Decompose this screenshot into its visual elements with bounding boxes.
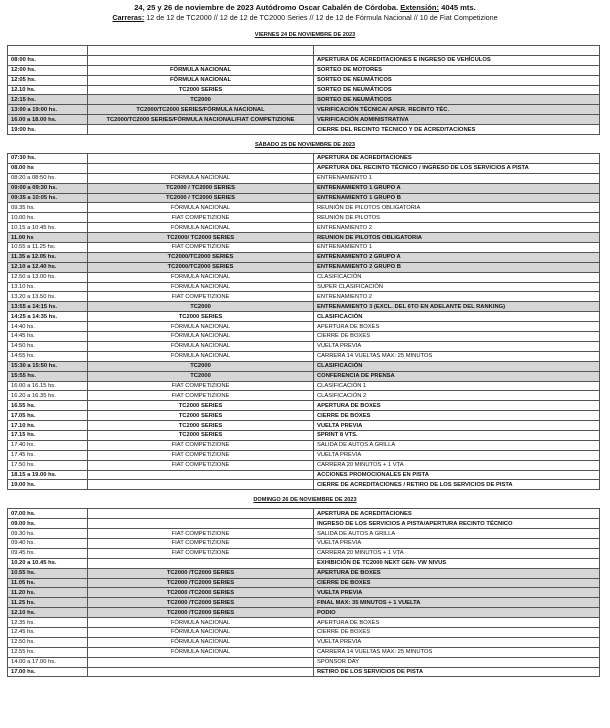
category-cell: FÓRMULA NACIONAL — [88, 351, 314, 361]
schedule-table — [7, 153, 600, 490]
activity-cell: ENTRENAMIENTO 1 — [314, 173, 600, 183]
time-cell: 17.05 hs. — [8, 411, 88, 421]
schedule-row — [8, 282, 600, 292]
time-cell: 13.10 hs. — [8, 282, 88, 292]
time-cell: 14:55 hs. — [8, 351, 88, 361]
time-cell: 09:35 a 10:05 hs. — [8, 193, 88, 203]
time-cell: 12.10 hs. — [8, 608, 88, 618]
time-cell: 17.40 hs. — [8, 440, 88, 450]
activity-cell: ENTRENAMIENTO 1 GRUPO B — [314, 193, 600, 203]
time-cell: 10.15 a 10.45 hs. — [8, 223, 88, 233]
category-cell: FORMULA NACIONAL — [88, 173, 314, 183]
activity-cell: CLASIFICACIÓN — [314, 361, 600, 371]
schedule-row — [8, 115, 600, 125]
header-line-races: Carreras: 12 de 12 de TC2000 // 12 de 12 de TC2000 Series // 12 de 12 de Fórmula Nacional // 10 de Fiat Competizione — [112, 13, 498, 22]
activity-cell: CIERRE DE ACREDITACIONES / RETIRO DE LOS SERVICIOS DE PISTA — [314, 480, 600, 490]
category-cell: TC2000 — [88, 361, 314, 371]
schedule-row — [8, 341, 600, 351]
schedule-row — [8, 460, 600, 470]
activity-cell: ENTRENAMIENTO 1 — [314, 243, 600, 253]
time-cell: 09.30 hs. — [8, 529, 88, 539]
category-cell: TC2000 /TC2000 SERIES — [88, 578, 314, 588]
schedule-row — [8, 411, 600, 421]
schedule-row — [8, 125, 600, 135]
schedule-row — [8, 243, 600, 253]
schedule-row — [8, 538, 600, 548]
activity-cell: RETIRO DE LOS SERVICIOS DE PISTA — [314, 667, 600, 677]
activity-cell: CLASIFICACIÓN 1 — [314, 381, 600, 391]
time-cell: 13:55 a 14:15 hs. — [8, 302, 88, 312]
category-cell: TC2000 SERIES — [88, 85, 314, 95]
category-cell: TC2000 — [88, 95, 314, 105]
time-cell: 09.00 hs. — [8, 519, 88, 529]
category-cell: FÓRMULA NACIONAL — [88, 223, 314, 233]
day-section — [0, 31, 610, 135]
schedule-row — [8, 292, 600, 302]
time-cell: 11.05 hs. — [8, 578, 88, 588]
category-cell — [88, 480, 314, 490]
time-cell: 11.00 hs — [8, 233, 88, 243]
day-title: VIERNES 24 DE NOVIEMBRE DE 2023 — [254, 32, 356, 38]
time-cell: 12.50 a 13.00 hs. — [8, 272, 88, 282]
activity-cell: ENTRENAMIENTO 2 GRUPO A — [314, 252, 600, 262]
activity-cell: VERIFICACIÓN TÉCNICA/ APER. RECINTO TÉC. — [314, 105, 600, 115]
schedule-row — [8, 647, 600, 657]
time-cell: 10.55 a 11.25 hs. — [8, 243, 88, 253]
category-cell: TC2000 — [88, 371, 314, 381]
activity-cell: REUNIÓN DE PILOTOS OBLIGATORIA — [314, 203, 600, 213]
category-cell: FÓRMULA NACIONAL — [88, 75, 314, 85]
time-cell: 12:05 hs. — [8, 75, 88, 85]
time-cell: 17.50 hs. — [8, 460, 88, 470]
activity-cell: SPRINT 8 VTS. — [314, 430, 600, 440]
activity-cell: EXHIBICIÓN DE TC2000 NEXT GEN- VW NIVUS — [314, 558, 600, 568]
activity-cell: APERTURA DE ACREDITACIONES E INGRESO DE VEHÍCULOS — [314, 55, 600, 65]
category-cell: FÓRMULA NACIONAL — [88, 618, 314, 628]
schedule-row — [8, 430, 600, 440]
time-cell: 10.55 hs. — [8, 568, 88, 578]
schedule-row — [8, 203, 600, 213]
activity-cell: APERTURA DE ACREDITACIONES — [314, 154, 600, 164]
schedule-row — [8, 332, 600, 342]
category-cell: TC2000 /TC2000 SERIES — [88, 588, 314, 598]
category-cell: FIAT COMPETIZIONE — [88, 243, 314, 253]
category-cell: TC2000 /TC2000 SERIES — [88, 568, 314, 578]
category-cell: FIAT COMPETIZIONE — [88, 213, 314, 223]
time-cell — [8, 46, 88, 56]
category-cell: FIAT COMPETIZIONE — [88, 548, 314, 558]
schedule-table — [7, 508, 600, 677]
activity-cell: CIERRE DE BOXES — [314, 627, 600, 637]
day-section — [0, 496, 610, 677]
category-cell — [88, 470, 314, 480]
schedule-row — [8, 440, 600, 450]
category-cell — [88, 46, 314, 56]
schedule-table — [7, 45, 600, 135]
schedule-row — [8, 637, 600, 647]
schedule-row — [8, 548, 600, 558]
schedule-row — [8, 470, 600, 480]
category-cell: FÓRMULA NACIONAL — [88, 322, 314, 332]
activity-cell: APERTURA DE ACREDITACIONES — [314, 509, 600, 519]
schedule-row — [8, 588, 600, 598]
schedule-row — [8, 361, 600, 371]
schedule-row — [8, 657, 600, 667]
time-cell: 08.00 hs — [8, 163, 88, 173]
time-cell: 10.20 a 10.45 hs. — [8, 558, 88, 568]
category-cell: FORMULA NACIONAL — [88, 282, 314, 292]
activity-cell: REUNION DE PILOTOS OBLIGATORIA — [314, 233, 600, 243]
category-cell: TC2000 SERIES — [88, 430, 314, 440]
schedule-row — [8, 233, 600, 243]
day-section — [0, 141, 610, 490]
category-cell: FIAT COMPETIZIONE — [88, 292, 314, 302]
activity-cell: CLASIFICACIÓN — [314, 312, 600, 322]
schedule-row — [8, 312, 600, 322]
time-cell: 11.25 hs. — [8, 598, 88, 608]
schedule-row — [8, 75, 600, 85]
time-cell: 12.50 hs. — [8, 637, 88, 647]
time-cell: 10.00 hs. — [8, 213, 88, 223]
category-cell — [88, 125, 314, 135]
category-cell: FÓRMULA NACIONAL — [88, 627, 314, 637]
category-cell: TC2000/TC2000 SERIES — [88, 262, 314, 272]
category-cell: TC2000 — [88, 302, 314, 312]
time-cell: 14:45 hs. — [8, 332, 88, 342]
time-cell: 12:15 hs. — [8, 95, 88, 105]
activity-cell: VERIFICACIÓN ADMINISTRATIVA — [314, 115, 600, 125]
category-cell: TC2000/ TC2000 SERIES — [88, 233, 314, 243]
activity-cell: ACCIONES PROMOCIONALES EN PISTA — [314, 470, 600, 480]
category-cell — [88, 657, 314, 667]
time-cell: 12.10 hs. — [8, 85, 88, 95]
time-cell: 12.45 hs. — [8, 627, 88, 637]
day-title: SÁBADO 25 DE NOVIEMBRE DE 2023 — [254, 142, 356, 149]
time-cell: 14:50 hs. — [8, 341, 88, 351]
activity-cell: SORTEO DE MOTORES — [314, 65, 600, 75]
schedule-row — [8, 55, 600, 65]
activity-cell: ENTRENAMIENTO 3 (EXCL. DEL 6TO EN ADELANTE DEL RANKING) — [314, 302, 600, 312]
activity-cell: PODIO — [314, 608, 600, 618]
activity-cell: CONFERENCIA DE PRENSA — [314, 371, 600, 381]
schedule-row — [8, 223, 600, 233]
schedule-row — [8, 183, 600, 193]
category-cell: FÓRMULA NACIONAL — [88, 65, 314, 75]
category-cell: TC2000/TC2000 SERIES — [88, 252, 314, 262]
time-cell: 08:20 a 08:50 hs. — [8, 173, 88, 183]
schedule-row — [8, 65, 600, 75]
schedule-row — [8, 391, 600, 401]
category-cell: FÓRMULA NACIONAL — [88, 341, 314, 351]
time-cell: 15:55 hs. — [8, 371, 88, 381]
category-cell: FORMULA NACIONAL — [88, 272, 314, 282]
time-cell: 12.10 a 12.40 hs. — [8, 262, 88, 272]
schedule-row — [8, 519, 600, 529]
schedule-row — [8, 381, 600, 391]
time-cell: 07:30 hs. — [8, 154, 88, 164]
category-cell: FÓRMULA NACIONAL — [88, 332, 314, 342]
activity-cell: ENTRENAMIENTO 2 — [314, 223, 600, 233]
activity-cell: SPONSOR DAY — [314, 657, 600, 667]
activity-cell: SALIDA DE AUTOS A GRILLA — [314, 529, 600, 539]
category-cell: TC2000 SERIES — [88, 401, 314, 411]
activity-cell: ENTRENAMIENTO 1 GRUPO A — [314, 183, 600, 193]
activity-cell: APERTURA DE BOXES — [314, 401, 600, 411]
schedule-row — [8, 193, 600, 203]
activity-cell: CIERRE DEL RECINTO TÉCNICO Y DE ACREDITACIONES — [314, 125, 600, 135]
time-cell: 11.35 a 12.05 hs. — [8, 252, 88, 262]
category-cell: TC2000 /TC2000 SERIES — [88, 608, 314, 618]
category-cell: FÓRMULA NACIONAL — [88, 203, 314, 213]
schedule-row — [8, 252, 600, 262]
time-cell: 16.00 a 18.00 hs. — [8, 115, 88, 125]
time-cell: 17.10 hs. — [8, 421, 88, 431]
schedule-row — [8, 608, 600, 618]
activity-cell — [314, 46, 600, 56]
time-cell: 11.20 hs. — [8, 588, 88, 598]
schedule-row — [8, 105, 600, 115]
category-cell: TC2000/TC2000 SERIES/FÓRMULA NACIONAL — [88, 105, 314, 115]
category-cell: TC2000/TC2000 SERIES/FÓRMULA NACIONAL/FIAT COMPETIZIONE — [88, 115, 314, 125]
activity-cell: CIERRE DE BOXES — [314, 332, 600, 342]
time-cell: 09:00 a 09:30 hs. — [8, 183, 88, 193]
time-cell: 17.00 hs. — [8, 667, 88, 677]
header-line-dates: 24, 25 y 26 de noviembre de 2023 Autódromo Oscar Cabalén de Córdoba. Extensión: 4045 mts. — [134, 3, 476, 12]
activity-cell: VUELTA PREVIA — [314, 588, 600, 598]
time-cell: 19.00 hs. — [8, 480, 88, 490]
time-cell: 14.00 a 17.00 hs. — [8, 657, 88, 667]
time-cell: 07.00 hs. — [8, 509, 88, 519]
activity-cell: SORTEO DE NEUMÁTICOS — [314, 95, 600, 105]
activity-cell: VUELTA PREVIA — [314, 341, 600, 351]
schedule-row — [8, 401, 600, 411]
day-title: DOMINGO 26 DE NOVIEMBRE DE 2023 — [253, 497, 357, 504]
category-cell: TC2000 / TC2000 SERIES — [88, 193, 314, 203]
category-cell: TC2000 SERIES — [88, 312, 314, 322]
time-cell: 16.00 a 16.15 hs. — [8, 381, 88, 391]
activity-cell: FINAL MAX: 35 MINUTOS + 1 VUELTA — [314, 598, 600, 608]
time-cell: 19:00 hs. — [8, 125, 88, 135]
activity-cell: SORTEO DE NEUMÁTICOS — [314, 75, 600, 85]
category-cell: FIAT COMPETIZIONE — [88, 381, 314, 391]
category-cell: TC2000 /TC2000 SERIES — [88, 598, 314, 608]
activity-cell: VUELTA PREVIA — [314, 538, 600, 548]
time-cell: 12:00 hs. — [8, 65, 88, 75]
activity-cell: CIERRE DE BOXES — [314, 578, 600, 588]
time-cell: 16.20 a 16.35 hs. — [8, 391, 88, 401]
schedule-row — [8, 598, 600, 608]
time-cell: 17.15 hs. — [8, 430, 88, 440]
document-header — [0, 0, 610, 23]
activity-cell: SUPER CLASIFICACIÓN — [314, 282, 600, 292]
activity-cell: CIERRE DE BOXES — [314, 411, 600, 421]
activity-cell: APERTURA DE BOXES — [314, 568, 600, 578]
time-cell: 18.15 a 19.00 hs. — [8, 470, 88, 480]
schedule-row — [8, 213, 600, 223]
time-cell: 13:00 a 19:00 hs. — [8, 105, 88, 115]
activity-cell: REUNIÓN DE PILOTOS — [314, 213, 600, 223]
category-cell: FÓRMULA NACIONAL — [88, 647, 314, 657]
time-cell: 15:30 a 15:50 hs. — [8, 361, 88, 371]
schedule-row — [8, 529, 600, 539]
time-cell: 08:00 hs. — [8, 55, 88, 65]
activity-cell: CARRERA 14 VUELTAS MAX: 25 MINUTOS — [314, 647, 600, 657]
activity-cell: SORTEO DE NEUMÁTICOS — [314, 85, 600, 95]
schedule-row — [8, 85, 600, 95]
activity-cell: CARRERA 20 MINUTOS + 1 VTA — [314, 460, 600, 470]
time-cell: 12.55 hs. — [8, 647, 88, 657]
activity-cell: VUELTA PREVIA — [314, 450, 600, 460]
category-cell — [88, 558, 314, 568]
time-cell: 09.45 hs. — [8, 548, 88, 558]
category-cell — [88, 509, 314, 519]
time-cell: 16.55 hs. — [8, 401, 88, 411]
category-cell: FIAT COMPETIZIONE — [88, 538, 314, 548]
category-cell — [88, 667, 314, 677]
schedule-row — [8, 351, 600, 361]
time-cell: 12.35 hs. — [8, 618, 88, 628]
activity-cell: CLASIFICACIÓN 2 — [314, 391, 600, 401]
category-cell: TC2000 SERIES — [88, 411, 314, 421]
schedule-row — [8, 322, 600, 332]
category-cell: FÓRMULA NACIONAL — [88, 637, 314, 647]
schedule-row — [8, 568, 600, 578]
time-cell: 09.35 hs. — [8, 203, 88, 213]
schedule-row — [8, 95, 600, 105]
schedule-row — [8, 667, 600, 677]
category-cell: FIAT COMPETIZIONE — [88, 529, 314, 539]
schedule-row — [8, 578, 600, 588]
activity-cell: SALIDA DE AUTOS A GRILLA — [314, 440, 600, 450]
category-cell: FIAT COMPETIZIONE — [88, 460, 314, 470]
activity-cell: ENTRENAMIENTO 2 — [314, 292, 600, 302]
time-cell: 17.45 hs. — [8, 450, 88, 460]
time-cell: 13.20 a 13.50 hs. — [8, 292, 88, 302]
category-cell: TC2000 SERIES — [88, 421, 314, 431]
schedule-row — [8, 262, 600, 272]
category-cell: FIAT COMPETIZIONE — [88, 391, 314, 401]
category-cell: TC2000 / TC2000 SERIES — [88, 183, 314, 193]
activity-cell: ENTRENAMIENTO 2 GRUPO B — [314, 262, 600, 272]
time-cell: 14:25 a 14:35 hs. — [8, 312, 88, 322]
activity-cell: VUELTA PREVIA — [314, 637, 600, 647]
time-cell: 09.40 hs. — [8, 538, 88, 548]
activity-cell: VUELTA PREVIA — [314, 421, 600, 431]
category-cell — [88, 154, 314, 164]
schedule-row — [8, 371, 600, 381]
schedule-days — [0, 31, 610, 677]
activity-cell: CARRERA 14 VUELTAS MAX: 25 MINUTOS — [314, 351, 600, 361]
schedule-row — [8, 173, 600, 183]
schedule-row — [8, 46, 600, 56]
schedule-row — [8, 618, 600, 628]
activity-cell: INGRESO DE LOS SERVICIOS A PISTA/APERTURA RECINTO TÉCNICO — [314, 519, 600, 529]
activity-cell: APERTURA DEL RECINTO TÉCNICO / INGRESO DE LOS SERVICIOS A PISTA — [314, 163, 600, 173]
activity-cell: APERTURA DE BOXES — [314, 322, 600, 332]
schedule-row — [8, 450, 600, 460]
category-cell — [88, 163, 314, 173]
category-cell: FIAT COMPETIZIONE — [88, 450, 314, 460]
time-cell: 14:40 hs. — [8, 322, 88, 332]
category-cell: FIAT COMPETIZIONE — [88, 440, 314, 450]
schedule-row — [8, 627, 600, 637]
category-cell — [88, 55, 314, 65]
category-cell — [88, 519, 314, 529]
schedule-row — [8, 272, 600, 282]
activity-cell: CARRERA 20 MINUTOS + 1 VTA — [314, 548, 600, 558]
schedule-row — [8, 480, 600, 490]
schedule-row — [8, 302, 600, 312]
schedule-row — [8, 421, 600, 431]
activity-cell: APERTURA DE BOXES — [314, 618, 600, 628]
schedule-row — [8, 163, 600, 173]
schedule-row — [8, 558, 600, 568]
schedule-row — [8, 154, 600, 164]
activity-cell: CLASIFICACIÓN — [314, 272, 600, 282]
schedule-row — [8, 509, 600, 519]
